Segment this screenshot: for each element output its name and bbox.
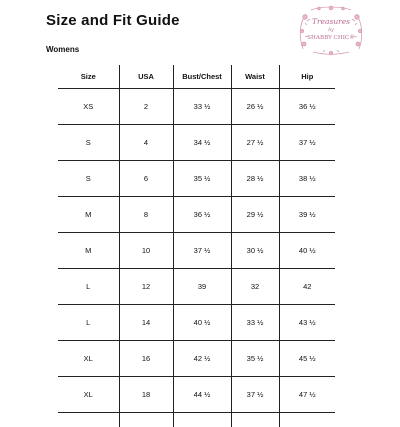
cell-empty [119,413,173,427]
cell-waist: 29 ½ [231,197,279,233]
cell-waist: 26 ½ [231,89,279,125]
cell-waist: 27 ½ [231,125,279,161]
header-bust-chest: Bust/Chest [173,65,231,89]
cell-hip: 47 ½ [279,377,335,413]
table-row [58,197,335,233]
size-chart-table [58,65,335,427]
cell-size: L [58,269,119,305]
cell-waist: 28 ½ [231,161,279,197]
cell-size: S [58,125,119,161]
table-row [58,161,335,197]
header-usa: USA [119,65,173,89]
cell-hip: 42 [279,269,335,305]
table-row [58,269,335,305]
brand-logo [297,5,365,55]
cell-empty [279,413,335,427]
cell-bust: 35 ½ [173,161,231,197]
cell-hip: 43 ½ [279,305,335,341]
cell-size: XL [58,341,119,377]
logo-line-3: SHABBY CHIC® [307,34,355,41]
table-row [58,89,335,125]
table-row-empty [58,413,335,427]
cell-bust: 40 ½ [173,305,231,341]
cell-usa: 12 [119,269,173,305]
cell-usa: 16 [119,341,173,377]
header-size: Size [58,65,119,89]
cell-hip: 38 ½ [279,161,335,197]
cell-empty [58,413,119,427]
cell-empty [173,413,231,427]
table-row [58,125,335,161]
cell-size: M [58,197,119,233]
cell-usa: 4 [119,125,173,161]
cell-size: XL [58,377,119,413]
cell-hip: 39 ½ [279,197,335,233]
cell-empty [231,413,279,427]
table-row [58,233,335,269]
cell-bust: 42 ½ [173,341,231,377]
cell-usa: 6 [119,161,173,197]
cell-hip: 45 ½ [279,341,335,377]
cell-usa: 18 [119,377,173,413]
cell-size: S [58,161,119,197]
cell-hip: 36 ½ [279,89,335,125]
cell-waist: 37 ½ [231,377,279,413]
cell-hip: 37 ½ [279,125,335,161]
cell-size: XS [58,89,119,125]
table-header-row [58,65,335,89]
cell-size: M [58,233,119,269]
logo-line-2: by [328,27,334,33]
cell-waist: 35 ½ [231,341,279,377]
cell-bust: 39 [173,269,231,305]
cell-bust: 37 ½ [173,233,231,269]
cell-waist: 32 [231,269,279,305]
cell-size: L [58,305,119,341]
header-waist: Waist [231,65,279,89]
table-row [58,305,335,341]
header-hip: Hip [279,65,335,89]
cell-usa: 10 [119,233,173,269]
cell-hip: 40 ½ [279,233,335,269]
logo-line-1: Treasures [312,17,350,26]
cell-bust: 33 ½ [173,89,231,125]
cell-bust: 44 ½ [173,377,231,413]
cell-waist: 30 ½ [231,233,279,269]
page-title: Size and Fit Guide [46,12,180,29]
cell-bust: 34 ½ [173,125,231,161]
cell-bust: 36 ½ [173,197,231,233]
cell-waist: 33 ½ [231,305,279,341]
cell-usa: 8 [119,197,173,233]
table-row [58,341,335,377]
section-subtitle: Womens [46,45,79,54]
cell-usa: 14 [119,305,173,341]
table-row [58,377,335,413]
cell-usa: 2 [119,89,173,125]
